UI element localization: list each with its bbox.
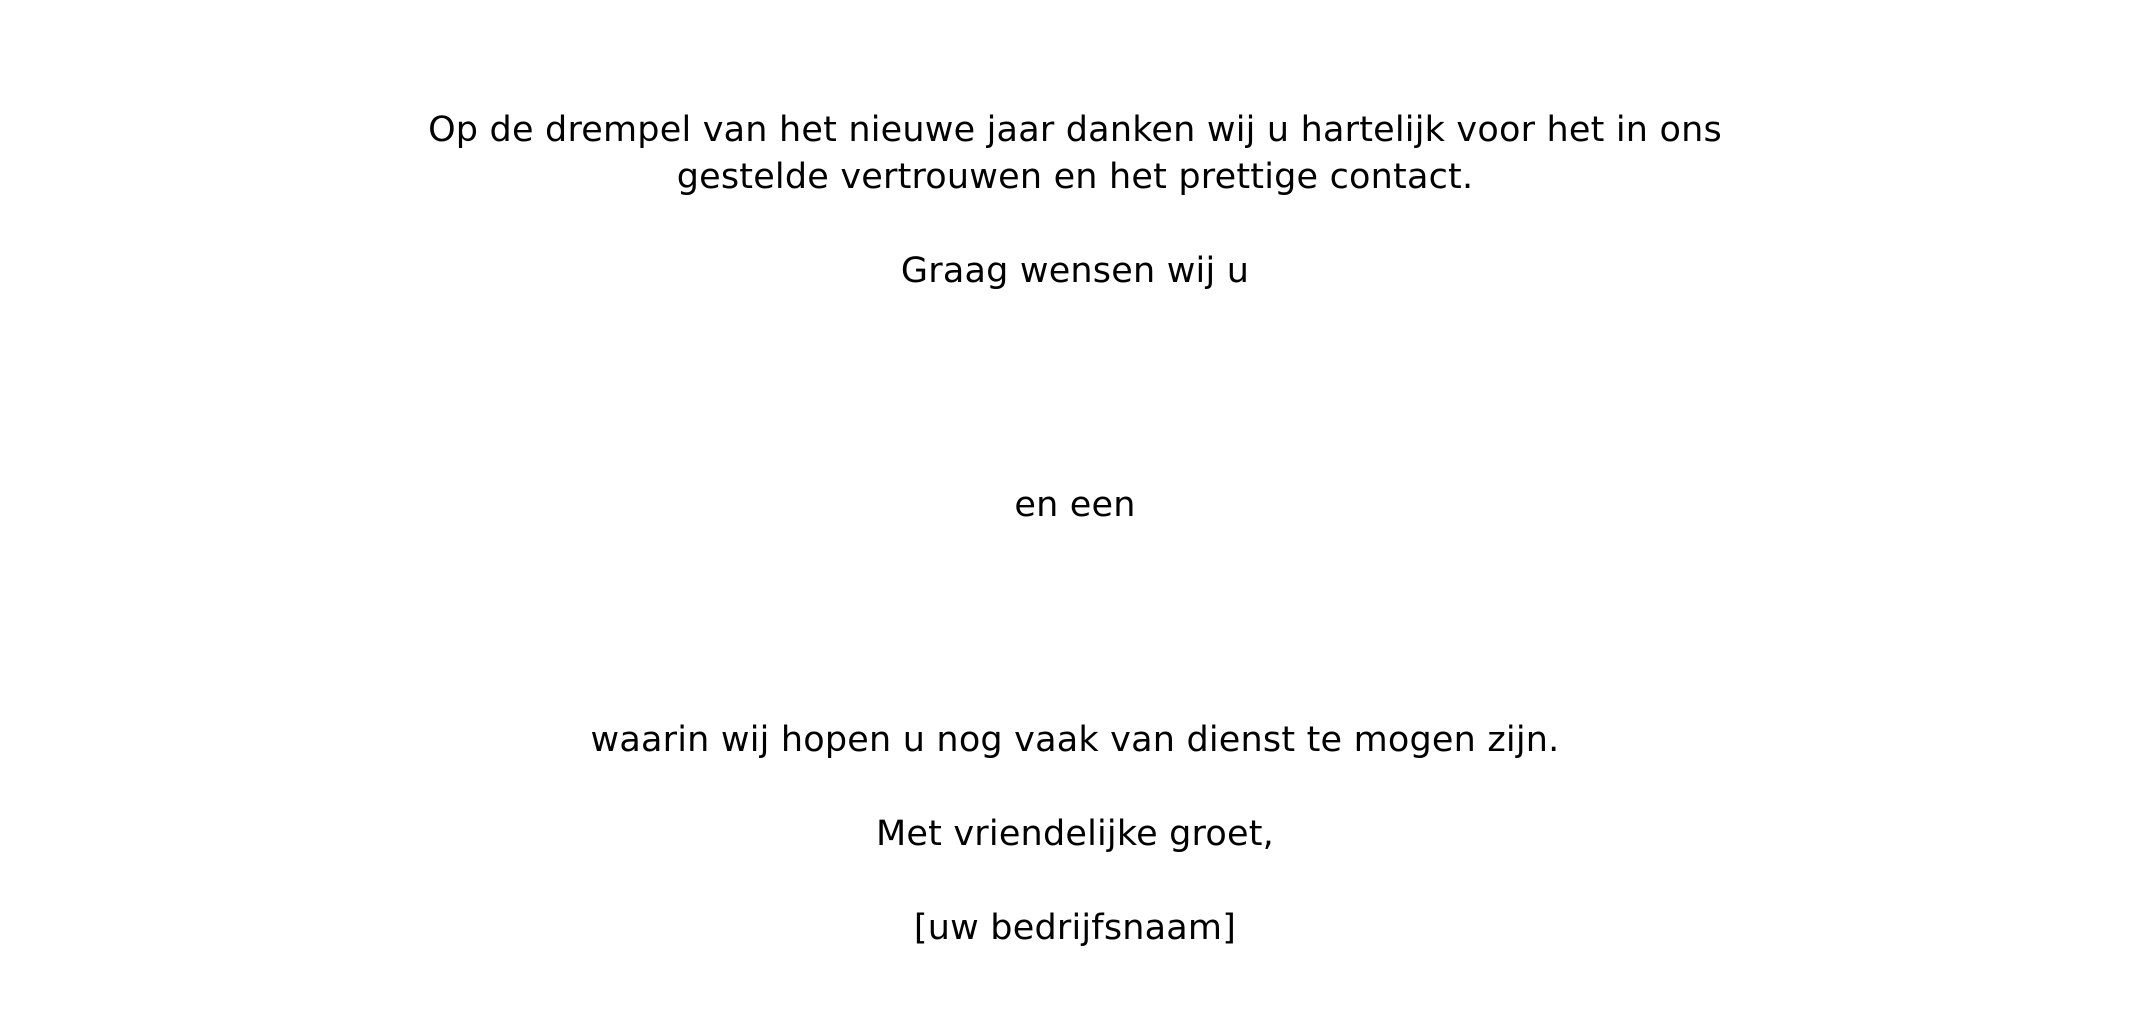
intro-line-1: Op de drempel van het nieuwe jaar danken wij u hartelijk voor het in ons [428,110,1722,150]
greeting-line: Met vriendelijke groet, [876,814,1274,854]
company-name-placeholder: [uw bedrijfsnaam] [913,908,1237,948]
wish-lead-line: Graag wensen wij u [900,251,1250,291]
connector-line: en een [1014,485,1136,525]
closing-line: waarin wij hopen u nog vaak van dienst te mogen zijn. [590,720,1560,760]
intro-line-2: gestelde vertrouwen en het prettige contact. [676,157,1474,197]
